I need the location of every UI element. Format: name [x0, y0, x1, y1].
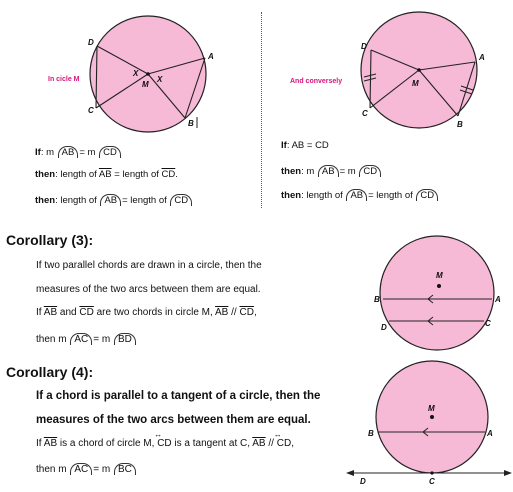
corollary-4-line-1: If a chord is parallel to a tangent of a circle, then the: [36, 390, 321, 402]
line-arrow-icon: ↔: [154, 430, 163, 439]
label-a: A: [208, 52, 214, 61]
svg-text:D: D: [360, 477, 366, 486]
label-a: A: [479, 53, 485, 62]
svg-text:A: A: [495, 295, 501, 304]
caption-in-circle-m: In cicle M: [48, 76, 80, 83]
label-d: D: [88, 38, 94, 47]
label-m: M: [412, 79, 419, 88]
left-statement-3: then: length of AB = length of CD: [35, 194, 193, 207]
figure-circle-chords-right: [260, 0, 513, 135]
label-x2: X: [157, 75, 163, 84]
svg-text:A: A: [487, 429, 493, 438]
label-x1: X: [133, 69, 139, 78]
corollary-3-line-1: If two parallel chords are drawn in a circle, then the: [36, 260, 262, 271]
right-statement-1: If: AB = CD: [281, 140, 329, 151]
corollary-4-line-2: measures of the two arcs between them are equal.: [36, 414, 311, 426]
svg-text:B: B: [374, 295, 380, 304]
line-arrow-icon: ↔: [273, 430, 282, 439]
corollary-4-line-4: then m AC = m BC: [36, 463, 137, 475]
svg-text:C: C: [485, 319, 491, 328]
figure-circle-chords-left: [0, 0, 260, 135]
label-c: C: [88, 106, 94, 115]
label-b: B: [457, 120, 463, 129]
right-statement-2: then: m AB = m CD: [281, 165, 382, 178]
right-statement-3: then: length of AB = length of CD: [281, 189, 439, 202]
corollary-4-line-3: If $\overline{AB}$ is a chord of circle M, ↔ CD is a tangent at C, $\overline{AB}$ // ↔ CD,: [36, 430, 294, 449]
left-statement-1: If: m AB = m CD: [35, 146, 122, 159]
corollary-4-heading: Corollary (4):: [6, 364, 94, 380]
corollary-3-heading: Corollary (3):: [6, 232, 94, 248]
label-b: B: [188, 119, 194, 128]
label-m: M: [142, 80, 149, 89]
svg-text:M: M: [428, 404, 435, 413]
caption-and-conversely: And conversely: [290, 78, 343, 85]
figure-corollary-3: [360, 222, 513, 364]
left-statement-2: then: length of $\overline{AB}$ = length of $\overline{CD}$.: [35, 169, 178, 180]
svg-text:B: B: [368, 429, 374, 438]
svg-text:D: D: [381, 323, 387, 332]
label-c: C: [362, 109, 368, 118]
svg-text:M: M: [436, 271, 443, 280]
figure-corollary-4: [340, 360, 513, 492]
corollary-3-line-3: If $\overline{AB}$ and $\overline{CD}$ are two chords in circle M, $\overline{AB} // \overline{CD}$,: [36, 307, 257, 318]
label-d: D: [361, 42, 367, 51]
corollary-3-line-4: then m AC = m BD: [36, 333, 137, 345]
svg-text:C: C: [429, 477, 435, 486]
corollary-3-line-2: measures of the two arcs between them are equal.: [36, 284, 261, 295]
